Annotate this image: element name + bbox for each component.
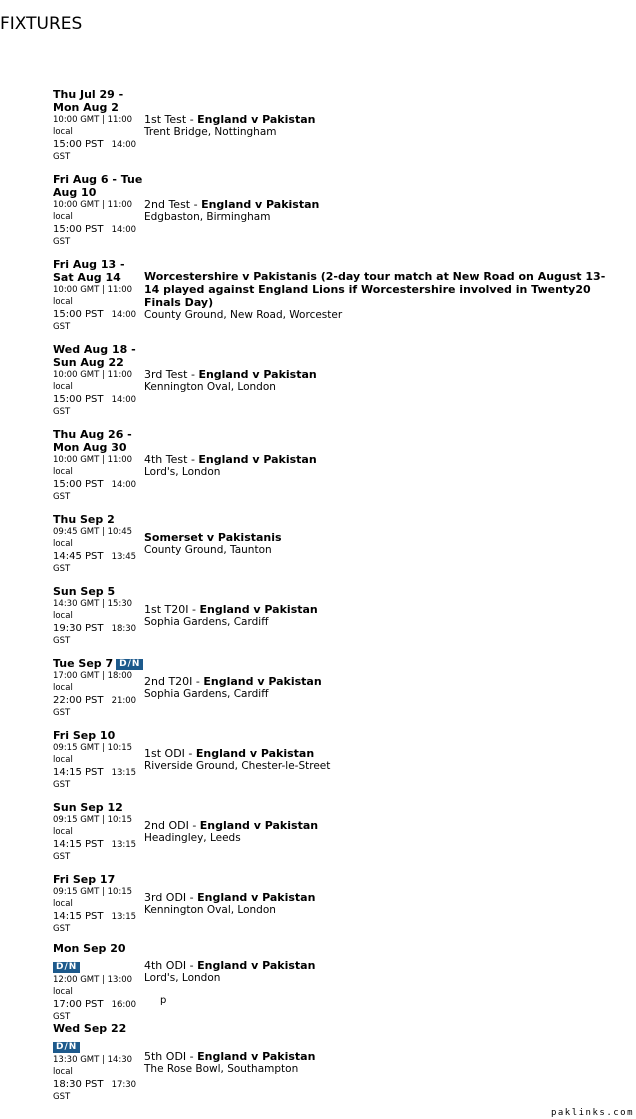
match-venue: Sophia Gardens, Cardiff <box>144 688 269 700</box>
fixture-date: Thu Aug 26 - Mon Aug 30 <box>53 428 132 455</box>
pst-time: 17:00 PST <box>53 998 104 1010</box>
fixture-details <box>144 113 613 139</box>
local-label: local <box>53 297 73 308</box>
fixture-row <box>53 1022 613 1102</box>
match-venue: Edgbaston, Birmingham <box>144 210 271 223</box>
pst-time: 15:00 PST <box>53 138 104 150</box>
match-type: 5th ODI - <box>144 1049 198 1063</box>
match-venue: Sophia Gardens, Cardiff <box>144 616 269 628</box>
match-title: England v Pakistan <box>198 367 317 381</box>
gmt-time: 13:30 GMT | 14:30 <box>53 1055 133 1066</box>
fixture-details <box>144 198 613 224</box>
gst-time: 14:00 <box>111 309 137 320</box>
fixture-row <box>53 580 613 652</box>
pst-time: 15:00 PST <box>53 308 104 320</box>
gst-label: GST <box>53 236 71 247</box>
fixture-datetime <box>53 801 144 863</box>
fixture-datetime <box>53 585 144 647</box>
fixture-details <box>144 891 613 917</box>
local-label: local <box>53 755 73 766</box>
fixture-row <box>53 796 613 868</box>
fixture-date: Wed Aug 18 - Sun Aug 22 <box>53 343 136 370</box>
fixture-date: Fri Aug 6 - Tue Aug 10 <box>53 173 143 200</box>
fixture-date: Fri Sep 17 <box>53 873 116 887</box>
match-venue: County Ground, New Road, Worcester <box>144 308 343 321</box>
match-type: 3rd Test - <box>144 367 199 381</box>
fixture-datetime <box>53 513 144 575</box>
match-title: England v Pakistan <box>197 891 316 904</box>
match-type: 1st Test - <box>144 112 198 126</box>
gst-time: 14:00 <box>111 224 137 235</box>
pst-time: 19:30 PST <box>53 622 104 634</box>
match-venue: Trent Bridge, Nottingham <box>144 125 277 138</box>
fixture-date: Sun Sep 5 <box>53 585 116 599</box>
fixture-datetime <box>53 873 144 935</box>
gst-label: GST <box>53 707 71 718</box>
match-type: 2nd ODI - <box>144 819 200 832</box>
fixture-details <box>144 1050 613 1076</box>
gst-label: GST <box>53 1091 71 1102</box>
gmt-time: 09:15 GMT | 10:15 <box>53 815 133 826</box>
gmt-time: 09:15 GMT | 10:15 <box>53 743 133 754</box>
gst-label: GST <box>53 851 71 862</box>
gmt-time: 10:00 GMT | 11:00 <box>53 370 133 381</box>
match-venue: Kennington Oval, London <box>144 380 276 393</box>
match-venue: County Ground, Taunton <box>144 544 272 556</box>
fixture-details <box>144 453 613 479</box>
pst-time: 15:00 PST <box>53 393 104 405</box>
gst-time: 13:15 <box>111 911 137 922</box>
pst-time: 15:00 PST <box>53 478 104 490</box>
fixture-details <box>144 959 613 1006</box>
fixture-datetime <box>53 343 144 418</box>
match-title: England v Pakistan <box>197 1049 316 1063</box>
fixture-row <box>53 338 613 423</box>
gst-label: GST <box>53 151 71 162</box>
gmt-time: 09:15 GMT | 10:15 <box>53 887 133 898</box>
gst-time: 13:15 <box>111 767 137 778</box>
match-type: 1st T20I - <box>144 603 200 616</box>
gmt-time: 14:30 GMT | 15:30 <box>53 599 133 610</box>
fixture-date: Wed Sep 22 <box>53 1022 127 1036</box>
pst-time: 14:15 PST <box>53 838 104 850</box>
match-title: England v Pakistan <box>195 747 315 760</box>
gmt-time: 09:45 GMT | 10:45 <box>53 527 133 538</box>
fixture-row <box>53 724 613 796</box>
local-label: local <box>53 987 73 998</box>
gst-time: 18:30 <box>111 623 137 634</box>
local-label: local <box>53 899 73 910</box>
match-type: 2nd Test - <box>144 197 202 211</box>
pst-time: 14:15 PST <box>53 910 104 922</box>
gmt-time: 10:00 GMT | 11:00 <box>53 200 133 211</box>
fixture-row <box>53 508 613 580</box>
local-label: local <box>53 212 73 223</box>
local-label: local <box>53 827 73 838</box>
gst-label: GST <box>53 406 71 417</box>
gst-label: GST <box>53 923 71 934</box>
gst-time: 14:00 <box>111 479 137 490</box>
match-type: 2nd T20I - <box>144 675 204 688</box>
fixture-details <box>144 603 613 629</box>
gst-time: 17:30 <box>111 1079 137 1090</box>
fixture-datetime <box>53 173 144 248</box>
fixture-details <box>144 675 613 701</box>
fixture-datetime <box>53 88 144 163</box>
fixture-details <box>144 747 613 773</box>
match-title: England v Pakistan <box>197 112 316 126</box>
gst-label: GST <box>53 491 71 502</box>
gst-time: 14:00 <box>111 394 137 405</box>
gst-label: GST <box>53 321 71 332</box>
match-title: England v Pakistan <box>198 452 317 466</box>
local-label: local <box>53 539 73 550</box>
fixture-date: Fri Aug 13 - Sat Aug 14 <box>53 258 125 285</box>
match-title: England v Pakistan <box>199 603 318 616</box>
stray-note: p <box>160 995 167 1006</box>
fixture-row <box>53 868 613 940</box>
gst-label: GST <box>53 1011 71 1022</box>
match-venue: Kennington Oval, London <box>144 904 276 916</box>
gst-label: GST <box>53 563 71 574</box>
local-label: local <box>53 127 73 138</box>
fixture-datetime <box>53 942 144 1023</box>
match-venue: The Rose Bowl, Southampton <box>144 1062 299 1075</box>
match-venue: Riverside Ground, Chester-le-Street <box>144 760 331 772</box>
match-title: England v Pakistan <box>203 675 322 688</box>
match-venue: Headingley, Leeds <box>144 832 241 844</box>
match-type: 4th ODI - <box>144 959 198 972</box>
fixture-datetime <box>53 1022 144 1103</box>
fixture-details <box>144 270 613 322</box>
match-venue: Lord's, London <box>144 465 221 478</box>
fixture-datetime <box>53 657 144 719</box>
gst-label: GST <box>53 779 71 790</box>
gst-time: 21:00 <box>111 695 137 706</box>
fixture-datetime <box>53 729 144 791</box>
fixture-details <box>144 531 613 557</box>
fixture-date: Mon Sep 20 <box>53 942 126 956</box>
local-label: local <box>53 611 73 622</box>
day-night-badge: D/N <box>116 659 143 670</box>
page-title: FIXTURES <box>0 14 83 34</box>
gst-time: 13:15 <box>111 839 137 850</box>
fixture-date: Thu Jul 29 - Mon Aug 2 <box>53 88 124 115</box>
fixture-details <box>144 368 613 394</box>
fixture-row <box>53 253 613 338</box>
pst-time: 22:00 PST <box>53 694 104 706</box>
gst-time: 14:00 <box>111 139 137 150</box>
gmt-time: 10:00 GMT | 11:00 <box>53 455 133 466</box>
pst-time: 14:45 PST <box>53 550 104 562</box>
day-night-badge: D/N <box>53 962 80 973</box>
fixture-date: Sun Sep 12 <box>53 801 123 815</box>
fixture-row <box>53 652 613 724</box>
pst-time: 15:00 PST <box>53 223 104 235</box>
fixture-date: Tue Sep 7 <box>53 657 114 671</box>
gst-time: 16:00 <box>111 999 137 1010</box>
fixture-datetime <box>53 428 144 503</box>
local-label: local <box>53 382 73 393</box>
gmt-time: 10:00 GMT | 11:00 <box>53 115 133 126</box>
match-title: Somerset v Pakistanis <box>144 531 282 544</box>
pst-time: 18:30 PST <box>53 1078 104 1090</box>
gmt-time: 17:00 GMT | 18:00 <box>53 671 133 682</box>
match-title: England v Pakistan <box>197 959 316 972</box>
local-label: local <box>53 1067 73 1078</box>
watermark: paklinks.com <box>550 1108 634 1118</box>
local-label: local <box>53 467 73 478</box>
fixtures-list <box>53 83 613 1100</box>
fixture-row <box>53 940 613 1025</box>
match-type: 4th Test - <box>144 452 199 466</box>
fixture-row <box>53 168 613 253</box>
match-type: 3rd ODI - <box>144 891 198 904</box>
fixture-date: Fri Sep 10 <box>53 729 116 743</box>
gst-time: 13:45 <box>111 551 137 562</box>
match-venue: Lord's, London <box>144 972 221 984</box>
fixture-row <box>53 83 613 168</box>
match-title: England v Pakistan <box>199 819 319 832</box>
gst-label: GST <box>53 635 71 646</box>
fixture-date: Thu Sep 2 <box>53 513 115 527</box>
fixture-row <box>53 423 613 508</box>
match-title: Worcestershire v Pakistanis (2-day tour match at New Road on August 13-14 played against England Lions if Worcestershire involved in Twenty20 Finals Day) <box>144 269 606 309</box>
local-label: local <box>53 683 73 694</box>
day-night-badge: D/N <box>53 1042 80 1053</box>
fixture-details <box>144 819 613 845</box>
match-title: England v Pakistan <box>201 197 320 211</box>
match-type: 1st ODI - <box>144 747 196 760</box>
gmt-time: 12:00 GMT | 13:00 <box>53 975 133 986</box>
fixture-datetime <box>53 258 144 333</box>
gmt-time: 10:00 GMT | 11:00 <box>53 285 133 296</box>
pst-time: 14:15 PST <box>53 766 104 778</box>
